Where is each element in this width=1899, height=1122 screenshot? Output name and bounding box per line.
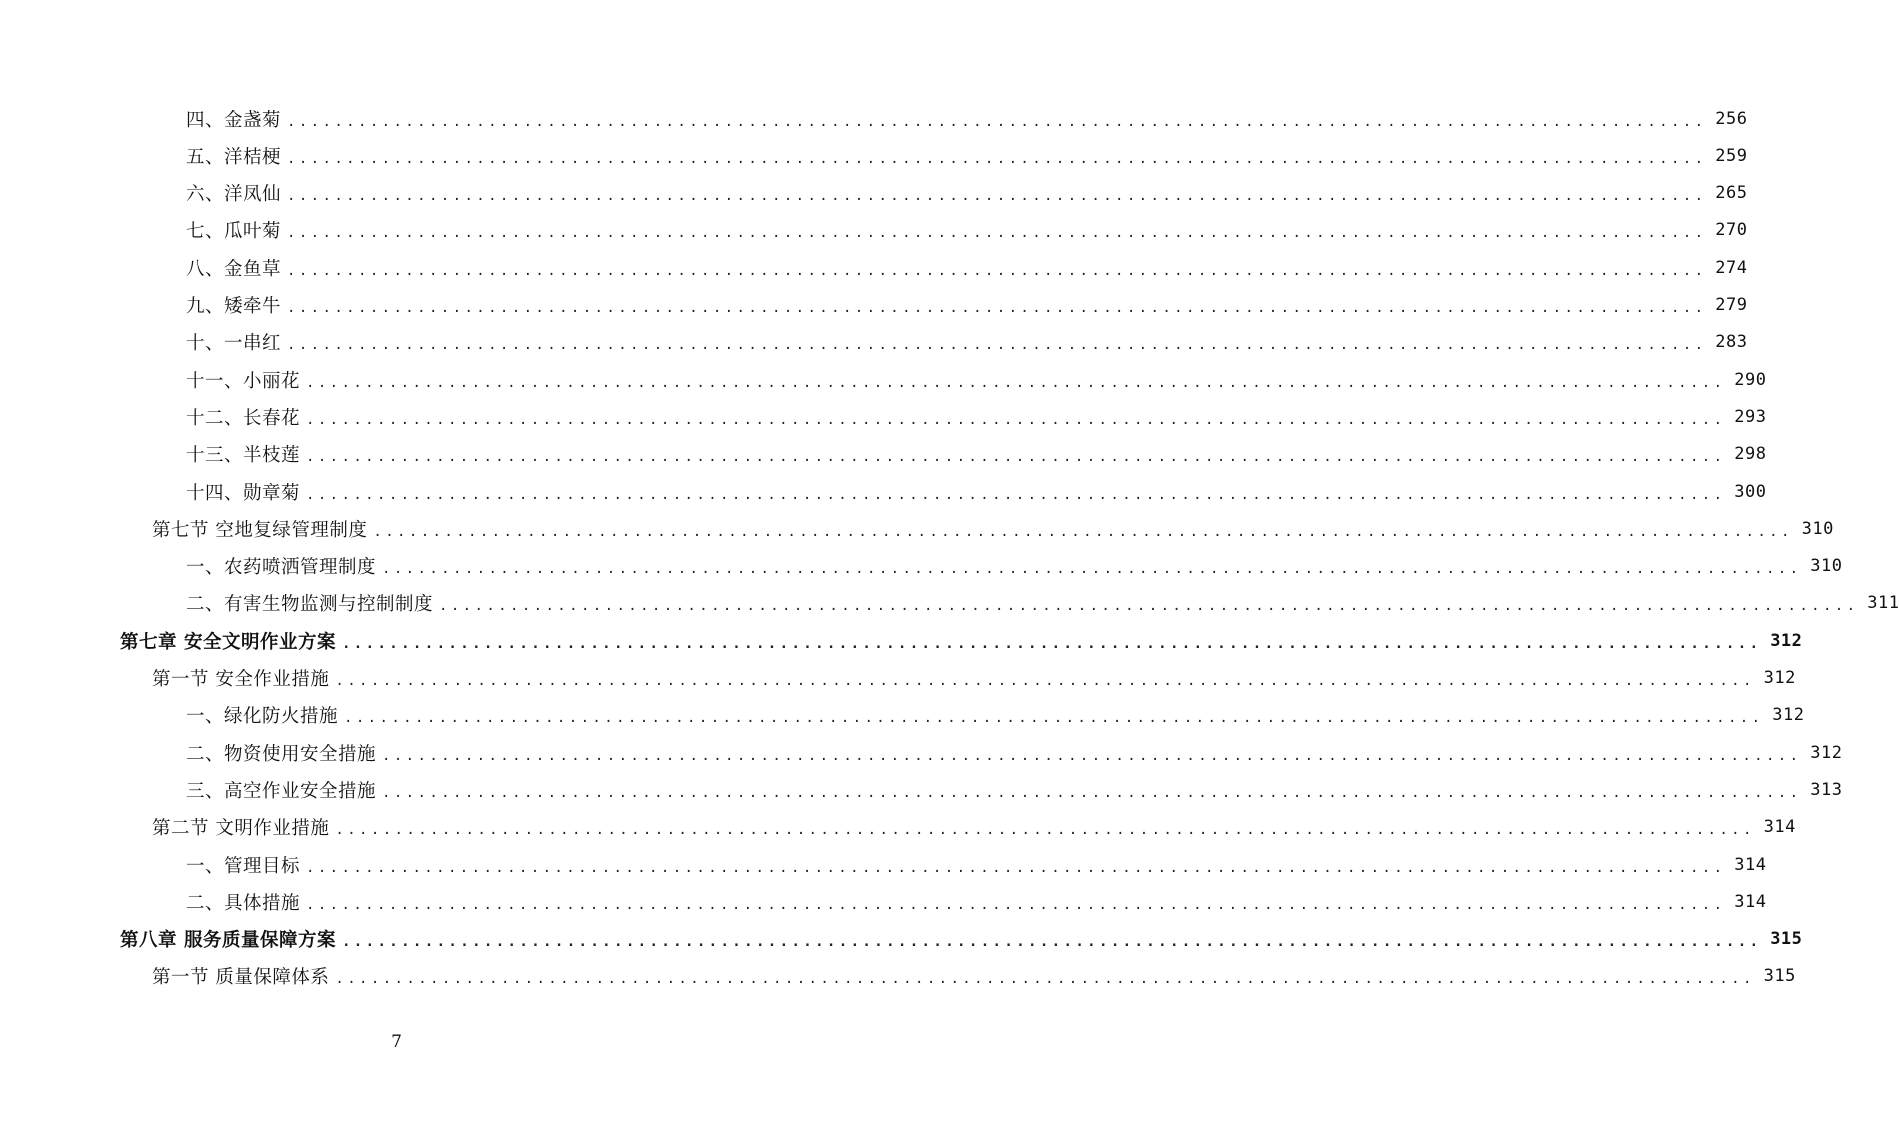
toc-entry-page: 314 (1734, 854, 1767, 875)
toc-entry-item[interactable] (186, 436, 1767, 473)
toc-entry-section[interactable] (152, 958, 1796, 995)
toc-entry-item[interactable] (186, 137, 1748, 174)
toc-entry-item[interactable] (186, 846, 1767, 883)
toc-entry-item[interactable] (186, 398, 1767, 435)
toc-entry-item[interactable] (186, 548, 1843, 585)
toc-entry-title: 四、金盏菊 (186, 109, 282, 131)
dot-leader: ........................................................................................................................ (382, 561, 1802, 578)
toc-entry-title: 二、有害生物监测与控制制度 (186, 594, 434, 616)
toc-entry-item[interactable] (186, 212, 1748, 249)
toc-entry-item[interactable] (186, 585, 1899, 622)
dot-leader: ........................................................................................................................ (335, 673, 1755, 689)
toc-entry-page: 310 (1810, 556, 1843, 577)
toc-entry-item[interactable] (186, 324, 1748, 361)
dot-leader: ........................................................................................................................ (306, 374, 1726, 391)
dot-leader: ........................................................................................................................ (341, 934, 1762, 951)
dot-leader: ........................................................................................................................ (382, 784, 1802, 801)
toc-entry-section[interactable] (152, 660, 1796, 697)
dot-leader: ........................................................................................................................ (287, 300, 1707, 316)
dot-leader: ........................................................................................................................ (287, 113, 1707, 130)
toc-entry-title: 三、高空作业安全措施 (186, 780, 377, 802)
dot-leader: ........................................................................................................................ (306, 859, 1726, 876)
toc-entry-section[interactable] (152, 510, 1834, 547)
dot-leader: ........................................................................................................................ (439, 598, 1859, 615)
dot-leader: ........................................................................................................................ (287, 337, 1707, 354)
toc-entry-page: 259 (1715, 145, 1748, 166)
toc-entry-title: 第七节 空地复绿管理制度 (152, 519, 368, 541)
toc-entry-item[interactable] (186, 100, 1748, 137)
toc-entry-page: 315 (1770, 929, 1803, 950)
dot-leader: ........................................................................................................................ (335, 971, 1755, 988)
toc-entry-title: 第一节 质量保障体系 (152, 967, 330, 989)
toc-entry-page: 312 (1763, 668, 1796, 688)
toc-entry-title: 九、矮牵牛 (186, 296, 282, 317)
toc-entry-title: 一、农药喷洒管理制度 (186, 557, 377, 579)
toc-entry-title: 第七章 安全文明作业方案 (120, 631, 336, 653)
toc-entry-page: 265 (1715, 183, 1748, 204)
toc-entry-page: 314 (1763, 817, 1796, 838)
toc-entry-page: 313 (1810, 779, 1843, 800)
toc-entry-page: 256 (1715, 108, 1748, 129)
toc-entry-title: 一、绿化防火措施 (186, 706, 339, 728)
toc-entry-chapter[interactable] (120, 921, 1803, 958)
dot-leader: ........................................................................................................................ (306, 449, 1726, 466)
toc-entry-title: 七、瓜叶菊 (186, 221, 282, 243)
toc-entry-title: 十、一串红 (186, 333, 282, 355)
toc-entry-page: 312 (1770, 630, 1803, 651)
toc-entry-item[interactable] (186, 883, 1767, 920)
toc-entry-title: 一、管理目标 (186, 855, 301, 877)
dot-leader: ........................................................................................................................ (382, 747, 1802, 764)
toc-entry-page: 312 (1810, 742, 1843, 763)
toc-entry-page: 283 (1715, 332, 1748, 353)
toc-entry-page: 311 (1867, 593, 1899, 614)
toc-entry-section[interactable] (152, 809, 1796, 846)
dot-leader: ........................................................................................................................ (344, 710, 1764, 727)
toc-entry-title: 十三、半枝莲 (186, 445, 301, 467)
dot-leader: ........................................................................................................................ (306, 411, 1726, 428)
toc-entry-title: 五、洋桔梗 (186, 146, 282, 168)
toc-entry-title: 第八章 服务质量保障方案 (120, 930, 336, 952)
toc-entry-item[interactable] (186, 175, 1748, 212)
toc-entry-title: 十四、勋章菊 (186, 482, 301, 504)
dot-leader: ........................................................................................................................ (287, 262, 1707, 279)
toc-entry-page: 312 (1772, 705, 1805, 726)
toc-entry-title: 第二节 文明作业措施 (152, 818, 330, 840)
toc-entry-page: 274 (1715, 257, 1748, 278)
toc-entry-title: 八、金鱼草 (186, 258, 282, 280)
toc-entry-page: 293 (1734, 406, 1767, 427)
dot-leader: ........................................................................................................................ (287, 150, 1707, 167)
dot-leader: ........................................................................................................................ (335, 822, 1755, 839)
toc-entry-page: 310 (1801, 518, 1834, 539)
toc-entry-chapter[interactable] (120, 622, 1803, 659)
toc-entry-item[interactable] (186, 361, 1767, 398)
toc-entry-title: 二、物资使用安全措施 (186, 743, 377, 765)
toc-entry-title: 十二、长春花 (186, 407, 301, 429)
toc-entry-page: 270 (1715, 220, 1748, 241)
page-number: 7 (391, 1032, 402, 1052)
toc-entry-title: 二、具体措施 (186, 892, 301, 914)
toc-entry-page: 314 (1734, 891, 1767, 912)
toc-entry-page: 300 (1734, 481, 1767, 502)
toc-entry-item[interactable] (186, 771, 1843, 808)
toc-entry-item[interactable] (186, 697, 1805, 734)
toc-entry-title: 第一节 安全作业措施 (152, 669, 330, 690)
toc-entry-title: 六、洋凤仙 (186, 184, 282, 206)
toc-entry-item[interactable] (186, 734, 1843, 771)
dot-leader: ........................................................................................................................ (341, 635, 1762, 652)
toc-entry-page: 315 (1763, 966, 1796, 987)
dot-leader: ........................................................................................................................ (306, 896, 1726, 913)
dot-leader: ........................................................................................................................ (373, 523, 1793, 540)
dot-leader: ........................................................................................................................ (306, 486, 1726, 503)
toc-entry-title: 十一、小丽花 (186, 370, 301, 392)
toc-entry-item[interactable] (186, 287, 1748, 324)
toc-entry-page: 279 (1715, 295, 1748, 315)
dot-leader: ........................................................................................................................ (287, 188, 1707, 205)
toc-entry-item[interactable] (186, 249, 1748, 286)
toc-entry-item[interactable] (186, 473, 1767, 510)
toc-entry-page: 290 (1734, 369, 1767, 390)
dot-leader: ........................................................................................................................ (287, 225, 1707, 242)
toc-entry-page: 298 (1734, 444, 1767, 465)
